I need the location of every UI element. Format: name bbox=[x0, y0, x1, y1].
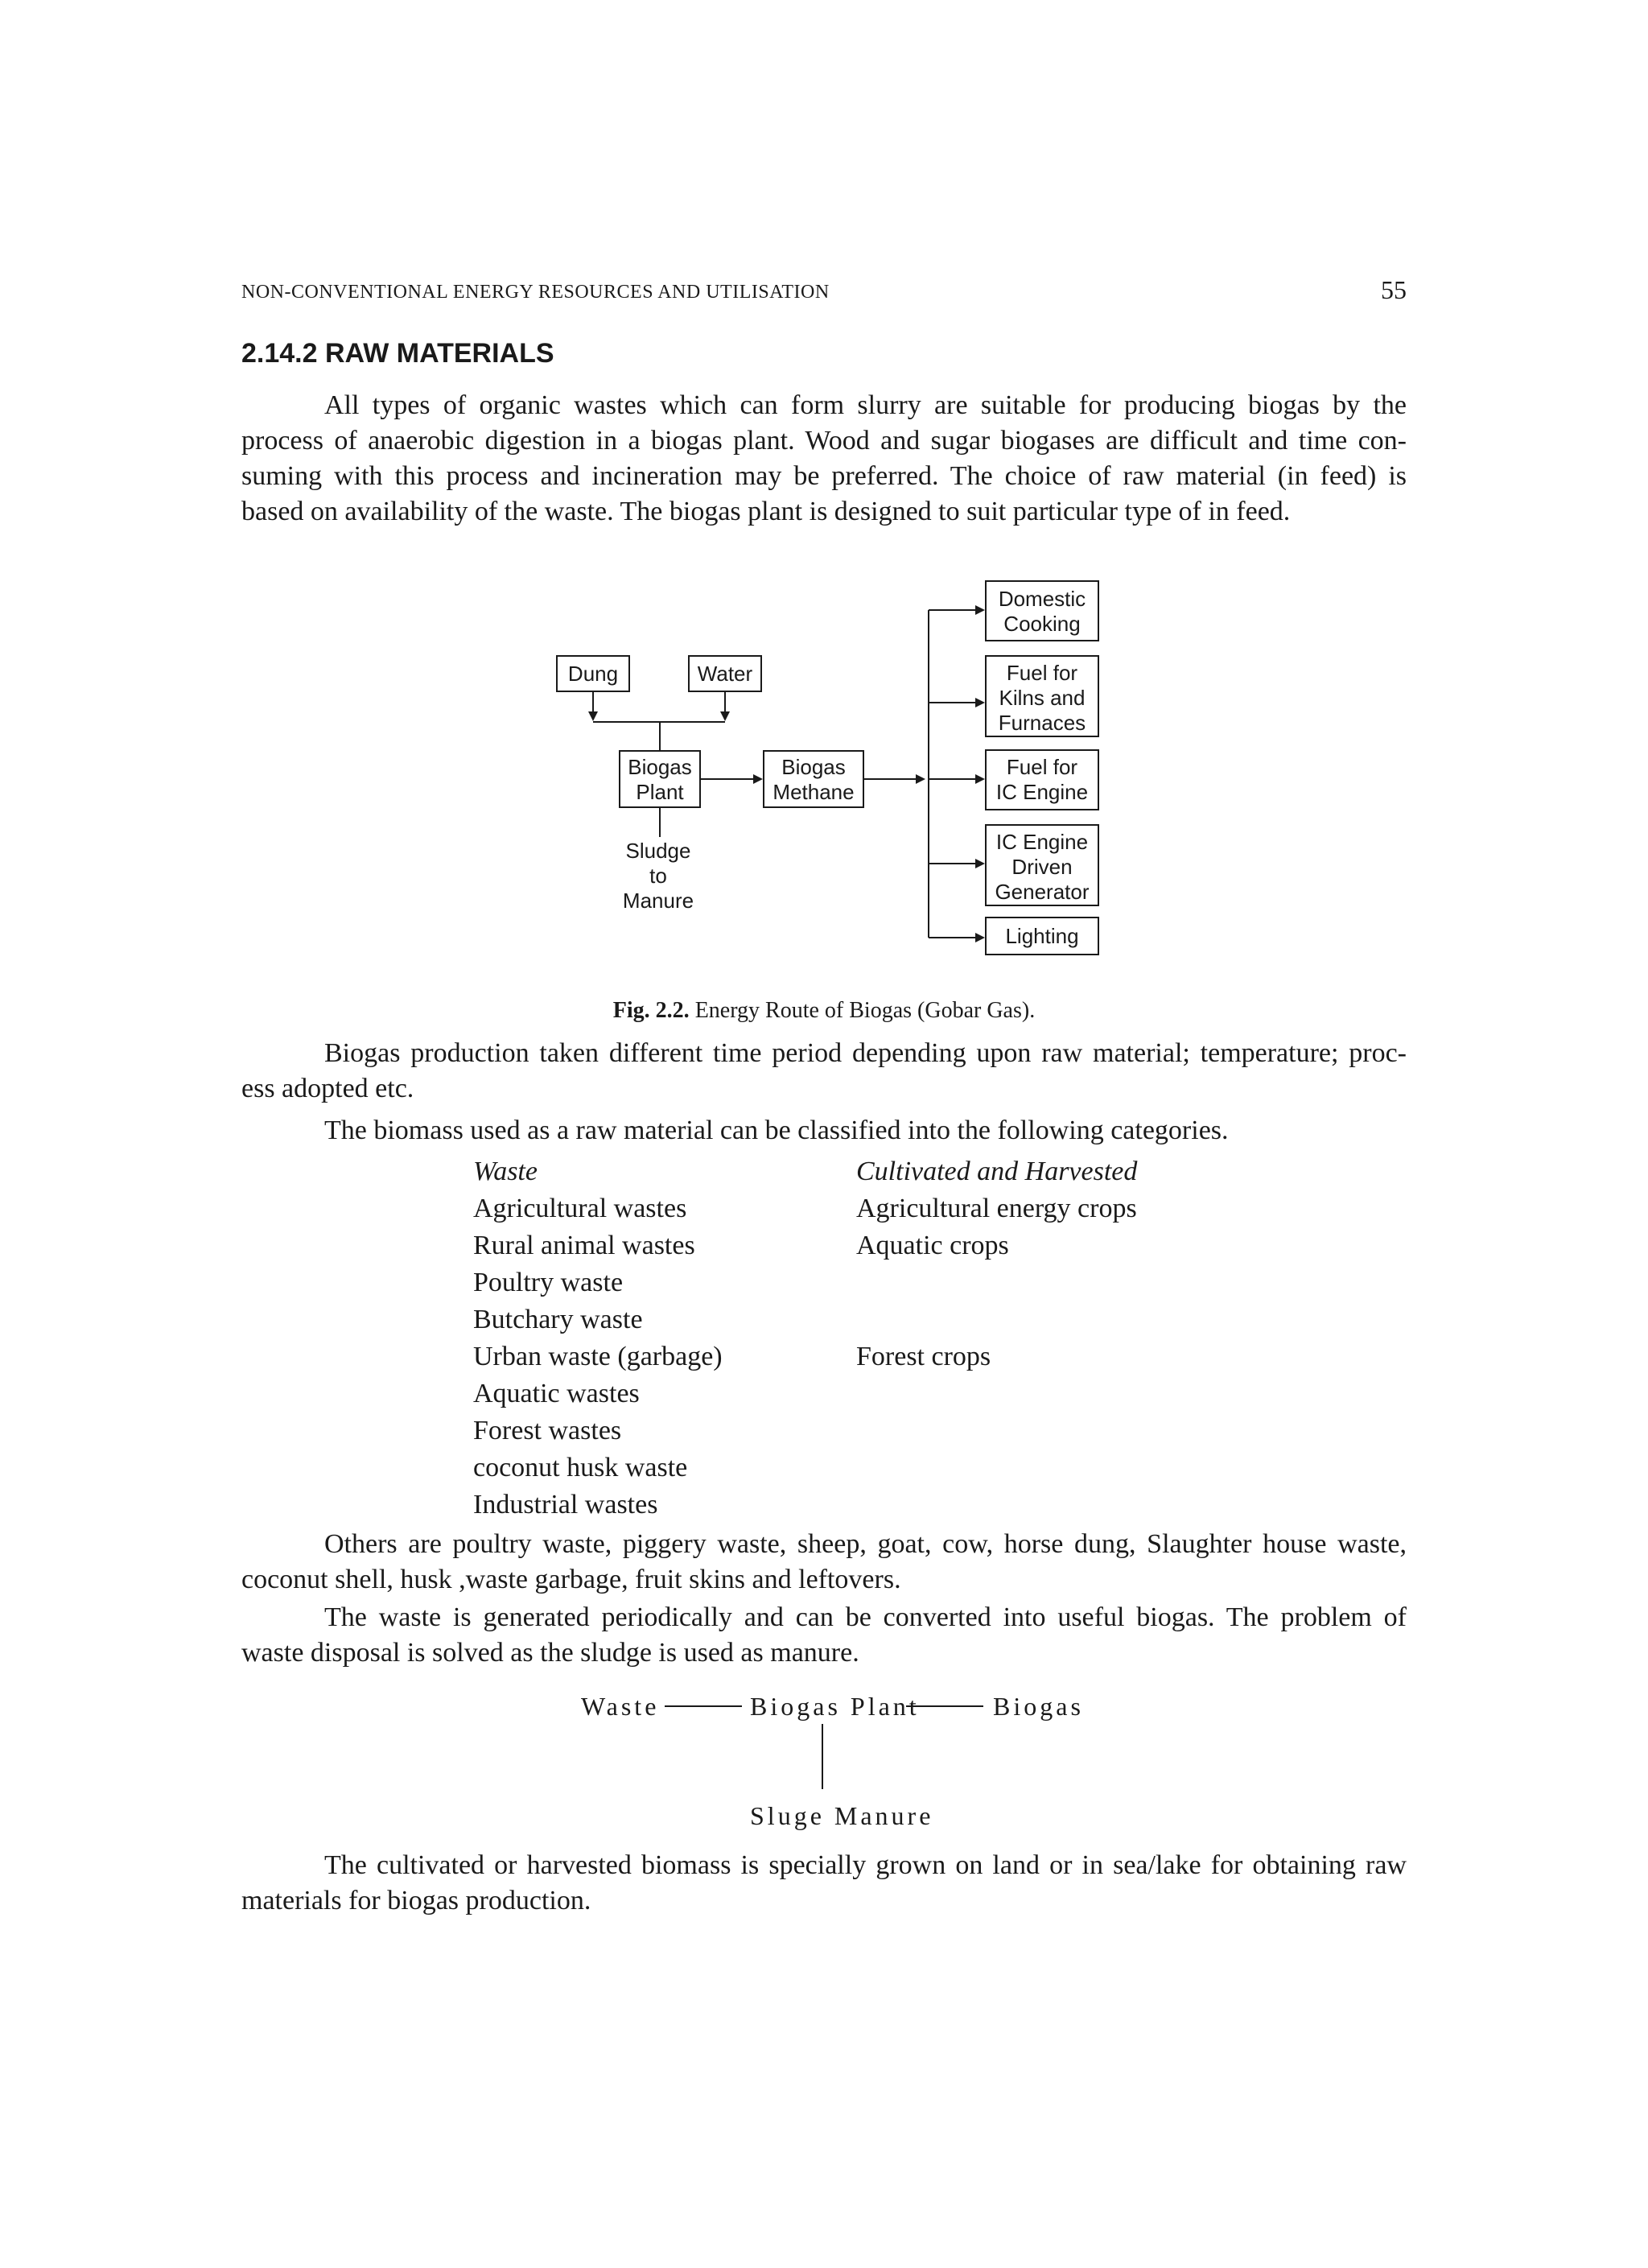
ic-generator-label: IC Engine bbox=[995, 830, 1089, 854]
text-line: The waste is generated periodically and can be converted into useful biogas. The problem of bbox=[324, 1602, 1407, 1632]
list-item: Agricultural energy crops bbox=[856, 1194, 1137, 1223]
paragraph-classification bbox=[241, 1113, 1407, 1148]
figure-caption-text: Energy Route of Biogas (Gobar Gas). bbox=[689, 998, 1036, 1023]
text-line: ess adopted etc. bbox=[241, 1074, 414, 1103]
fuel-kilns-label: Kilns and bbox=[999, 686, 1086, 710]
list-item: Forest crops bbox=[856, 1342, 991, 1371]
list-item: Forest wastes bbox=[473, 1416, 622, 1445]
text-line: suming with this process and incineration may be preferred. The choice of raw material (in feed) is bbox=[241, 461, 1407, 491]
list-item: Poultry waste bbox=[473, 1268, 624, 1297]
domestic-cooking-label: Cooking bbox=[1003, 612, 1081, 636]
page-number: 55 bbox=[1381, 275, 1407, 304]
text-line: materials for biogas production. bbox=[241, 1886, 591, 1915]
paragraph-production-time bbox=[241, 1036, 1407, 1107]
sludge-label: Sludge bbox=[625, 839, 691, 863]
ic-generator-label: Generator bbox=[995, 880, 1090, 904]
list-item: Industrial wastes bbox=[473, 1490, 658, 1520]
flow-biogas-label: Biogas bbox=[993, 1692, 1084, 1721]
paragraph-others bbox=[241, 1527, 1407, 1598]
water-label: Water bbox=[697, 662, 753, 686]
figure-caption bbox=[0, 998, 1648, 1024]
dung-label: Dung bbox=[567, 662, 619, 686]
fuel-kilns-label: Fuel for bbox=[1006, 661, 1078, 685]
fuel-kilns-label: Furnaces bbox=[998, 711, 1086, 735]
list-item: coconut husk waste bbox=[473, 1453, 688, 1482]
cultivated-column-header: Cultivated and Harvested bbox=[856, 1157, 1138, 1186]
text-line: Others are poultry waste, piggery waste, sheep, goat, cow, horse dung, Slaughter house waste, bbox=[324, 1529, 1407, 1559]
waste-flow-diagram bbox=[0, 1674, 1648, 1835]
biogas-methane-label: Methane bbox=[772, 780, 855, 804]
text-line: The cultivated or harvested biomass is specially grown on land or in sea/lake for obtaining raw bbox=[324, 1850, 1407, 1880]
text-line: All types of organic wastes which can form slurry are suitable for producing biogas by the bbox=[324, 390, 1407, 420]
sludge-label: to bbox=[649, 864, 667, 888]
list-item: Rural animal wastes bbox=[473, 1231, 695, 1260]
flow-manure-label: Sluge Manure bbox=[750, 1801, 934, 1830]
waste-column-header: Waste bbox=[473, 1157, 538, 1186]
flow-waste-label: Waste bbox=[581, 1692, 660, 1721]
biogas-plant-label: Plant bbox=[636, 780, 684, 804]
fuel-ic-engine-label: IC Engine bbox=[995, 780, 1089, 804]
fuel-ic-engine-label: Fuel for bbox=[1006, 755, 1078, 779]
domestic-cooking-label: Domestic bbox=[998, 587, 1086, 611]
paragraph-cultivated bbox=[241, 1848, 1407, 1919]
list-item: Agricultural wastes bbox=[473, 1194, 687, 1223]
paragraph-waste-generation bbox=[241, 1600, 1407, 1671]
text-line: The biomass used as a raw material can be classified into the following categories. bbox=[324, 1115, 1229, 1145]
text-line: Biogas production taken different time period depending upon raw material; temperature; proc- bbox=[324, 1038, 1407, 1068]
biogas-methane-label: Biogas bbox=[781, 755, 846, 779]
text-line: waste disposal is solved as the sludge is used as manure. bbox=[241, 1638, 859, 1668]
text-line: process of anaerobic digestion in a biogas plant. Wood and sugar biogases are difficult and time con- bbox=[241, 426, 1407, 456]
list-item: Aquatic wastes bbox=[473, 1379, 640, 1408]
waste-column bbox=[473, 1153, 723, 1524]
list-item: Aquatic crops bbox=[856, 1231, 1009, 1260]
biogas-plant-label: Biogas bbox=[628, 755, 692, 779]
text-line: coconut shell, husk ,waste garbage, fruit skins and leftovers. bbox=[241, 1565, 901, 1594]
list-item: Urban waste (garbage) bbox=[473, 1342, 723, 1371]
sludge-label: Manure bbox=[622, 889, 694, 913]
running-head: NON-CONVENTIONAL ENERGY RESOURCES AND UTILISATION bbox=[241, 282, 830, 303]
lighting-label: Lighting bbox=[1005, 924, 1079, 948]
figure-caption-label: Fig. 2.2. bbox=[612, 998, 690, 1023]
text-line: based on availability of the waste. The biogas plant is designed to suit particular type of in feed. bbox=[241, 497, 1291, 526]
list-item: Butchary waste bbox=[473, 1305, 643, 1334]
biogas-energy-route-diagram bbox=[0, 0, 1648, 1046]
flow-plant-label: Biogas Plant bbox=[750, 1692, 920, 1721]
section-heading: 2.14.2 RAW MATERIALS bbox=[241, 338, 554, 369]
ic-generator-label: Driven bbox=[1011, 855, 1073, 879]
cultivated-column bbox=[856, 1153, 1137, 1375]
